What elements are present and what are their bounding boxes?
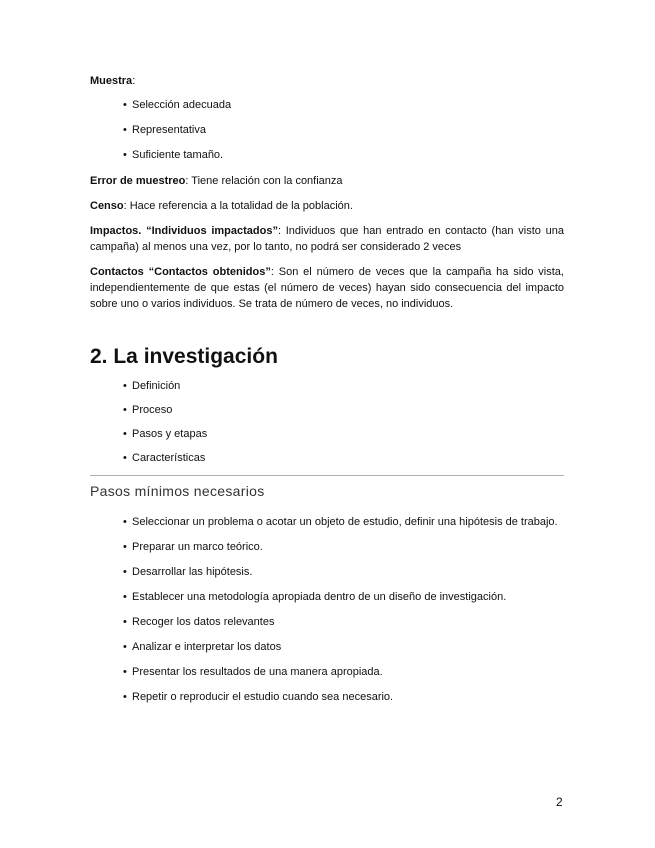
list-item: • Representativa — [132, 123, 564, 138]
pasos-list — [132, 515, 564, 705]
list-item: • Presentar los resultados de una manera apropiada. — [132, 665, 564, 680]
horizontal-divider — [90, 475, 564, 476]
muestra-label: Muestra — [90, 75, 133, 87]
definition-impactos: Impactos. “Individuos impactados”: Individuos que han entrado en contacto (han visto una campaña) al menos una vez, por lo tanto, no podrá ser considerado 2 veces — [90, 225, 564, 253]
investigacion-list — [132, 379, 564, 466]
page-number: 2 — [556, 795, 563, 809]
muestra-list — [132, 98, 564, 163]
list-item: • Proceso — [132, 403, 564, 418]
list-item: • Desarrollar las hipótesis. — [132, 565, 564, 580]
list-item: • Características — [132, 451, 564, 466]
list-item: • Preparar un marco teórico. — [132, 540, 564, 555]
subsection-heading: Pasos mínimos necesarios — [90, 483, 265, 499]
list-item: • Seleccionar un problema o acotar un objeto de estudio, definir una hipótesis de trabajo. — [132, 515, 564, 530]
list-item: • Analizar e interpretar los datos — [132, 640, 564, 655]
definition-contactos: Contactos “Contactos obtenidos”: Son el número de veces que la campaña ha sido vista, independientemente de que estas (el número de veces) hayan sido consecuencia del impacto sobre uno o varios individuos. Se trata de número de veces, no individuos. — [90, 266, 564, 310]
muestra-heading: Muestra: — [90, 75, 136, 87]
section-heading: 2. La investigación — [90, 345, 278, 368]
list-item: • Establecer una metodología apropiada dentro de un diseño de investigación. — [132, 590, 564, 605]
list-item: • Definición — [132, 379, 564, 394]
definition-error-muestreo: Error de muestreo: Tiene relación con la confianza — [90, 175, 343, 187]
list-item: • Suficiente tamaño. — [132, 148, 564, 163]
list-item: • Pasos y etapas — [132, 427, 564, 442]
definition-censo: Censo: Hace referencia a la totalidad de la población. — [90, 200, 353, 212]
page-content — [90, 73, 564, 715]
list-item: • Recoger los datos relevantes — [132, 615, 564, 630]
list-item: • Repetir o reproducir el estudio cuando sea necesario. — [132, 690, 564, 705]
list-item: • Selección adecuada — [132, 98, 564, 113]
